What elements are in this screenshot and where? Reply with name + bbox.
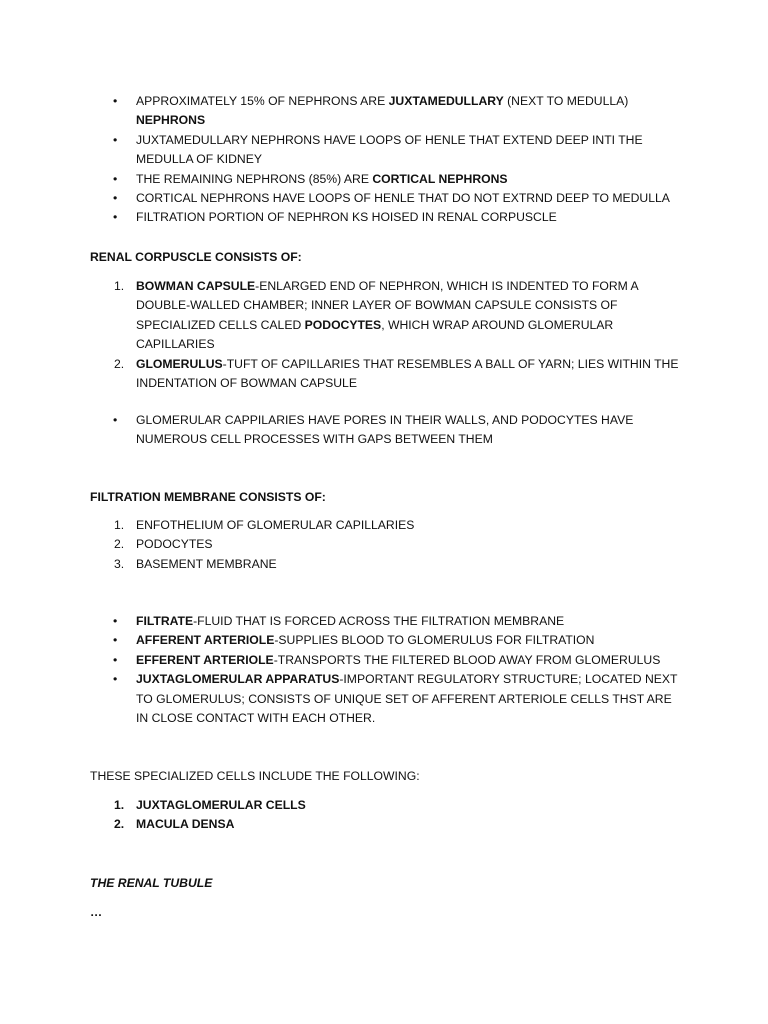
item-text: [136, 516, 680, 535]
specialized-cells-list: [90, 796, 680, 835]
bold-term: BOWMAN CAPSULE: [136, 279, 256, 293]
bullet-marker: •: [113, 191, 118, 206]
bold-term: EFFERENT ARTERIOLE: [136, 652, 274, 667]
item-text: [136, 631, 680, 650]
item-text: [136, 815, 680, 834]
item-text: [136, 612, 680, 631]
numbered-item: [90, 277, 680, 355]
bold-term: JUXTAGLOMERULAR CELLS: [136, 798, 306, 812]
renal-corpuscle-heading: RENAL CORPUSCLE CONSISTS OF:: [90, 250, 302, 264]
text-run: THE REMAINING NEPHRONS (85%) ARE: [136, 171, 373, 186]
text-run: APPROXIMATELY 15% OF NEPHRONS ARE: [136, 94, 389, 108]
nephron-types-list: [90, 92, 680, 228]
glomerular-pores-list: [90, 411, 680, 450]
bullet-marker: •: [113, 94, 118, 108]
text-run: FILTRATION PORTION OF NEPHRON KS HOISED IN RENAL CORPUSCLE: [136, 210, 557, 225]
bold-term: JUXTAGLOMERULAR APPARATUS: [136, 672, 340, 687]
renal-tubule-heading: THE RENAL TUBULE: [90, 876, 213, 890]
item-text: [136, 131, 680, 170]
text-run: -IMPORTANT REGULATORY STRUCTURE; LOCATED NEXT TO GLOMERULUS; CONSISTS OF UNIQUE SET OF AFFERENT ARTERIOLE CELLS THST ARE IN CLOSE CONTACT WITH EACH OTHER.: [136, 672, 678, 726]
item-text: [136, 170, 680, 189]
filtration-membrane-list: [90, 516, 680, 574]
bullet-marker: •: [113, 210, 118, 225]
text-run: -ENLARGED END OF NEPHRON, WHICH IS INDENTED TO FORM A DOUBLE-WALLED CHAMBER; INNER LAYER OF BOWMAN CAPSULE CONSISTS OF SPECIALIZED CELLS CALED: [136, 279, 638, 332]
text-run: GLOMERULAR CAPPILARIES HAVE PORES IN THEIR WALLS, AND PODOCYTES HAVE NUMEROUS CELL PROCESSES WITH GAPS BETWEEN THEM: [136, 413, 634, 447]
text-run: JUXTAMEDULLARY NEPHRONS HAVE LOOPS OF HENLE THAT EXTEND DEEP INTI THE MEDULLA OF KIDNEY: [136, 132, 643, 167]
numbered-item: [90, 355, 680, 394]
bold-term: CORTICAL NEPHRONS: [372, 171, 508, 186]
text-run: ENFOTHELIUM OF GLOMERULAR CAPILLARIES: [136, 518, 415, 532]
bullet-item: [90, 612, 680, 631]
text-run: -TUFT OF CAPILLARIES THAT RESEMBLES A BALL OF YARN; LIES WITHIN THE INDENTATION OF BOWMAN CAPSULE: [136, 356, 679, 391]
vessels-list: [90, 612, 680, 728]
bullet-marker: •: [113, 672, 118, 687]
bullet-marker: •: [113, 614, 118, 628]
item-text: [136, 796, 680, 815]
item-text: [136, 208, 680, 227]
item-text: [136, 651, 680, 670]
renal-corpuscle-list: [90, 277, 680, 393]
numbered-item: [90, 815, 680, 834]
bullet-item: [90, 631, 680, 650]
item-text: [136, 555, 680, 574]
bullet-item: [90, 131, 680, 170]
item-number: 2.: [114, 537, 125, 552]
bullet-item: [90, 92, 680, 131]
numbered-item: [90, 796, 680, 815]
bold-term: FILTRATE: [136, 614, 194, 628]
text-run: BASEMENT MEMBRANE: [136, 556, 277, 571]
bold-term: MACULA DENSA: [136, 817, 235, 832]
bullet-marker: •: [113, 132, 118, 147]
item-number: 1.: [114, 279, 125, 293]
text-run: CORTICAL NEPHRONS HAVE LOOPS OF HENLE THAT DO NOT EXTRND DEEP TO MEDULLA: [136, 191, 670, 206]
item-text: [136, 670, 680, 728]
item-number: 1.: [114, 798, 125, 812]
bullet-marker: •: [113, 652, 118, 667]
item-number: 1.: [114, 518, 125, 532]
filtration-membrane-heading: FILTRATION MEMBRANE CONSISTS OF:: [90, 490, 326, 504]
bullet-item: [90, 411, 680, 450]
text-run: -FLUID THAT IS FORCED ACROSS THE FILTRATION MEMBRANE: [193, 614, 565, 628]
continuation-ellipsis: …: [90, 905, 103, 919]
item-number: 3.: [114, 556, 125, 571]
specialized-cells-intro: THESE SPECIALIZED CELLS INCLUDE THE FOLLOWING:: [90, 769, 420, 783]
bold-term: GLOMERULUS: [136, 356, 223, 371]
text-run: -TRANSPORTS THE FILTERED BLOOD AWAY FROM GLOMERULUS: [273, 652, 661, 667]
bold-term: JUXTAMEDULLARY: [388, 94, 504, 108]
bold-term: NEPHRONS: [136, 113, 206, 128]
item-text: [136, 355, 680, 394]
bullet-item: [90, 170, 680, 189]
text-run: (NEXT TO MEDULLA): [503, 94, 629, 108]
text-run: PODOCYTES: [136, 537, 213, 552]
bold-term: AFFERENT ARTERIOLE: [136, 633, 275, 648]
item-number: 2.: [114, 356, 125, 371]
text-run: , WHICH WRAP AROUND GLOMERULAR CAPILLARIES: [136, 317, 614, 352]
item-text: [136, 189, 680, 208]
numbered-item: [90, 555, 680, 574]
bullet-item: [90, 651, 680, 670]
item-text: [136, 277, 680, 355]
item-text: [136, 92, 680, 131]
bullet-item: [90, 189, 680, 208]
item-text: [136, 411, 680, 450]
bold-term: PODOCYTES: [304, 317, 382, 332]
bullet-marker: •: [113, 171, 118, 186]
numbered-item: [90, 535, 680, 554]
bullet-marker: •: [113, 413, 118, 427]
bullet-marker: •: [113, 633, 118, 648]
bullet-item: [90, 670, 680, 728]
text-run: -SUPPLIES BLOOD TO GLOMERULUS FOR FILTRATION: [274, 633, 595, 648]
bullet-item: [90, 208, 680, 227]
item-text: [136, 535, 680, 554]
item-number: 2.: [114, 817, 125, 832]
numbered-item: [90, 516, 680, 535]
